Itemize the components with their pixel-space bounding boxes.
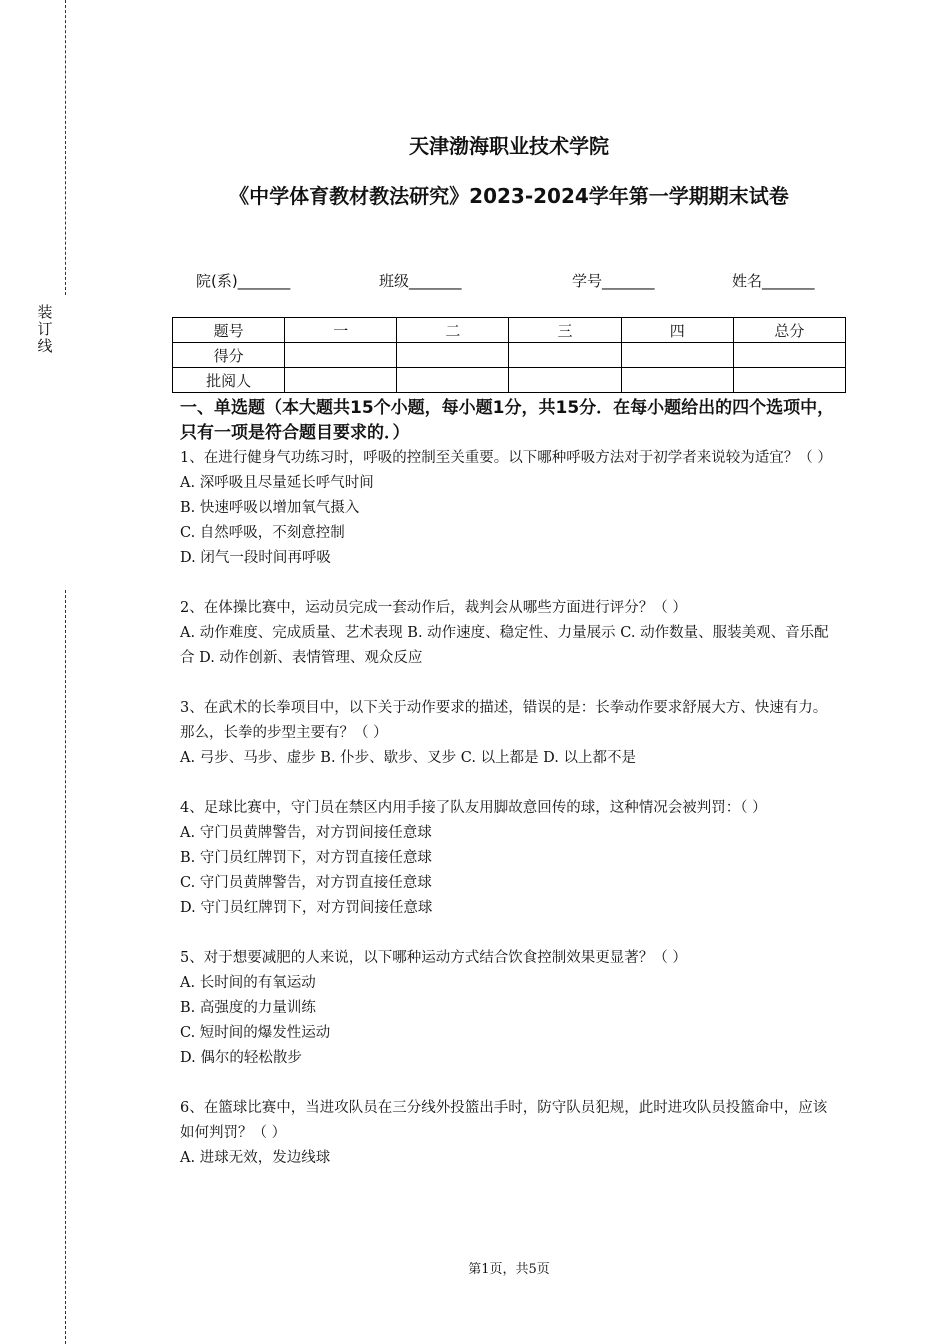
options-inline: A. 动作难度、完成质量、艺术表现 B. 动作速度、稳定性、力量展示 C. 动作数量、服装美观、音乐配合 D. 动作创新、表情管理、观众反应 xyxy=(180,625,829,666)
options-inline: A. 弓步、马步、虚步 B. 仆步、歇步、叉步 C. 以上都是 D. 以上都不是 xyxy=(180,750,637,766)
option-d: D. 闭气一段时间再呼吸 xyxy=(180,550,331,566)
binding-line-label xyxy=(37,304,53,355)
header-cell: 四 xyxy=(621,318,733,343)
school-title: 天津渤海职业技术学院 xyxy=(409,134,609,158)
option-c: C. 短时间的爆发性运动 xyxy=(180,1025,331,1041)
score-cell xyxy=(509,343,621,368)
score-cell xyxy=(621,343,733,368)
option-b: B. 高强度的力量训练 xyxy=(180,1000,316,1016)
score-cell xyxy=(397,343,509,368)
option-c: C. 自然呼吸，不刻意控制 xyxy=(180,525,345,541)
row-label: 得分 xyxy=(173,343,285,368)
student-id-field: 学号_______ xyxy=(572,272,655,290)
option-d: D. 偶尔的轻松散步 xyxy=(180,1050,302,1066)
question-text: 6、在篮球比赛中，当进攻队员在三分线外投篮出手时，防守队员犯规，此时进攻队员投篮命中，应该如何判罚？（ ） xyxy=(180,1100,828,1141)
grader-cell xyxy=(621,368,733,393)
option-a: A. 守门员黄牌警告，对方罚间接任意球 xyxy=(180,825,432,841)
name-field: 姓名_______ xyxy=(732,272,815,290)
question-5 xyxy=(180,946,840,1071)
option-d: D. 守门员红牌罚下，对方罚间接任意球 xyxy=(180,900,433,916)
row-label: 批阅人 xyxy=(173,368,285,393)
option-a: A. 深呼吸且尽量延长呼气时间 xyxy=(180,475,374,491)
binding-dashed-line-bottom xyxy=(65,590,66,1344)
grader-cell xyxy=(285,368,397,393)
question-text: 2、在体操比赛中，运动员完成一套动作后，裁判会从哪些方面进行评分？（ ） xyxy=(180,600,687,616)
grader-cell xyxy=(733,368,845,393)
header-cell: 三 xyxy=(509,318,621,343)
score-row xyxy=(173,343,846,368)
class-field: 班级_______ xyxy=(379,272,462,290)
question-2 xyxy=(180,596,840,671)
score-cell xyxy=(733,343,845,368)
option-c: C. 守门员黄牌警告，对方罚直接任意球 xyxy=(180,875,432,891)
header-cell: 一 xyxy=(285,318,397,343)
question-3 xyxy=(180,696,840,771)
exam-content xyxy=(180,396,840,1196)
header-cell: 题号 xyxy=(173,318,285,343)
binding-char: 订 xyxy=(37,320,53,338)
question-text: 1、在进行健身气功练习时，呼吸的控制至关重要。以下哪种呼吸方法对于初学者来说较为适宜？（ ） xyxy=(180,450,832,466)
option-b: B. 快速呼吸以增加氧气摄入 xyxy=(180,500,360,516)
binding-char: 装 xyxy=(37,303,53,321)
header-cell: 总分 xyxy=(733,318,845,343)
question-1 xyxy=(180,446,840,571)
grader-row xyxy=(173,368,846,393)
question-text: 5、对于想要减肥的人来说，以下哪种运动方式结合饮食控制效果更显著？（ ） xyxy=(180,950,687,966)
page-footer: 第1页，共5页 xyxy=(468,1262,550,1277)
option-a: A. 进球无效，发边线球 xyxy=(180,1150,331,1166)
question-text: 4、足球比赛中，守门员在禁区内用手接了队友用脚故意回传的球，这种情况会被判罚：（ ） xyxy=(180,800,767,816)
section-heading: 一、单选题（本大题共15个小题，每小题1分，共15分．在每小题给出的四个选项中，只有一项是符合题目要求的．） xyxy=(180,398,835,443)
question-6 xyxy=(180,1096,840,1171)
grader-cell xyxy=(509,368,621,393)
option-b: B. 守门员红牌罚下，对方罚直接任意球 xyxy=(180,850,432,866)
binding-char: 线 xyxy=(37,337,53,355)
score-table xyxy=(172,317,846,393)
grader-cell xyxy=(397,368,509,393)
score-cell xyxy=(285,343,397,368)
option-a: A. 长时间的有氧运动 xyxy=(180,975,316,991)
department-field: 院(系)_______ xyxy=(196,272,291,290)
question-text: 3、在武术的长拳项目中，以下关于动作要求的描述，错误的是：长拳动作要求舒展大方、快速有力。那么，长拳的步型主要有？（ ） xyxy=(180,700,828,741)
exam-title: 《中学体育教材教法研究》2023-2024学年第一学期期末试卷 xyxy=(229,184,789,208)
question-4 xyxy=(180,796,840,921)
score-table-header-row xyxy=(173,318,846,343)
header-cell: 二 xyxy=(397,318,509,343)
